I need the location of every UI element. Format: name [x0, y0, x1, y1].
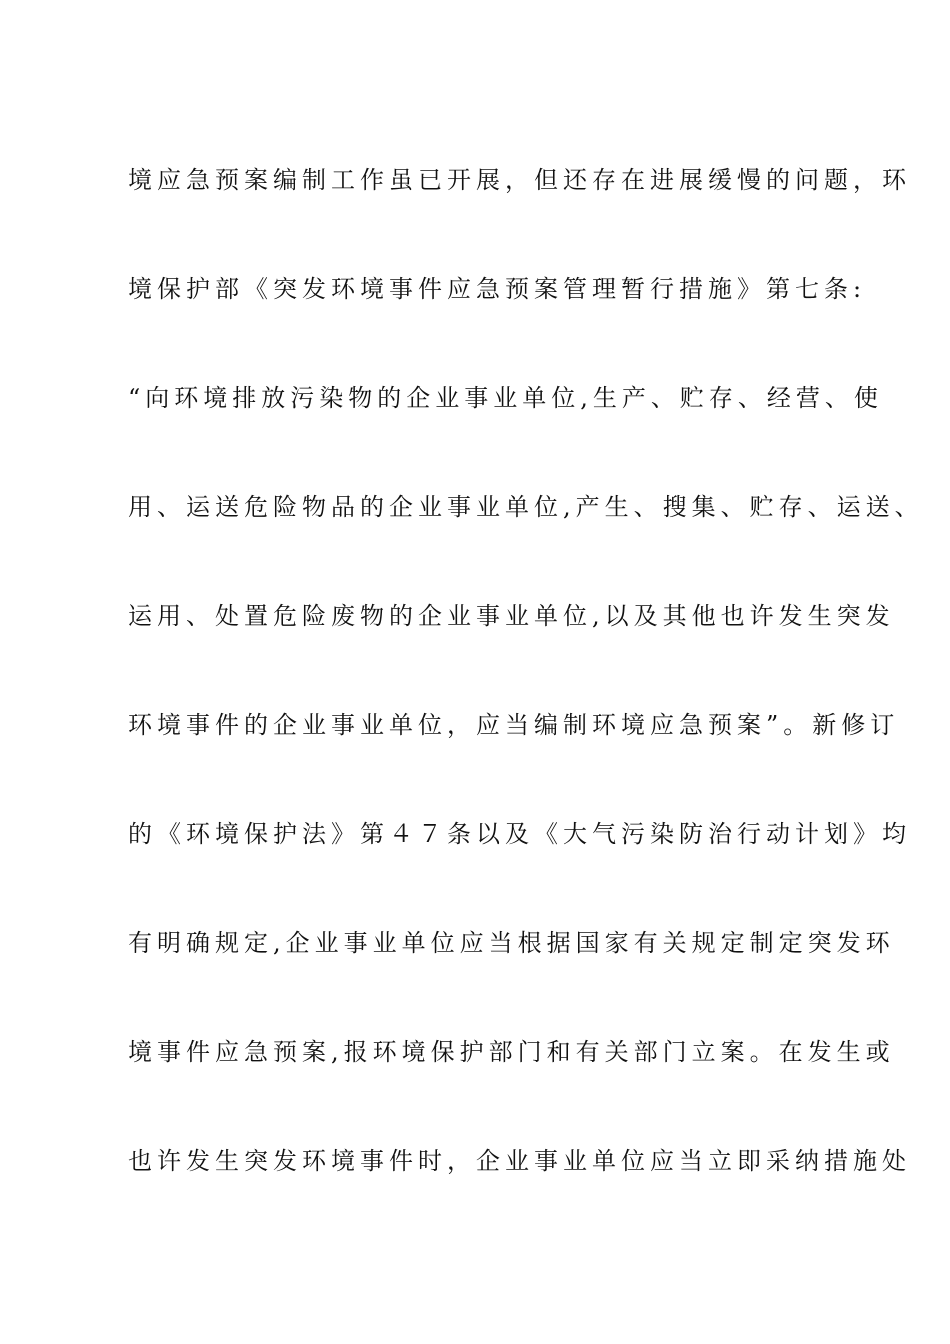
text-line: 境应急预案编制工作虽已开展，但还存在进展缓慢的问题，环	[128, 166, 911, 194]
body-text	[128, 166, 924, 1256]
text-line: 的《环境保护法》第４７条以及《大气污染防治行动计划》均	[128, 820, 911, 848]
text-line: 境保护部《突发环境事件应急预案管理暂行措施》第七条:	[128, 275, 867, 303]
text-line: 运用、处置危险废物的企业事业单位,以及其他也许发生突发	[128, 602, 895, 630]
text-line: 境事件应急预案,报环境保护部门和有关部门立案。在发生或	[128, 1038, 895, 1066]
text-line: 用、运送危险物品的企业事业单位,产生、搜集、贮存、运送、	[128, 493, 924, 521]
text-line: “向环境排放污染物的企业事业单位,生产、贮存、经营、使	[128, 384, 883, 412]
text-line: 也许发生突发环境事件时，企业事业单位应当立即采纳措施处	[128, 1147, 911, 1175]
text-line: 有明确规定,企业事业单位应当根据国家有关规定制定突发环	[128, 929, 895, 957]
text-line: 环境事件的企业事业单位，应当编制环境应急预案”。新修订	[128, 711, 900, 739]
